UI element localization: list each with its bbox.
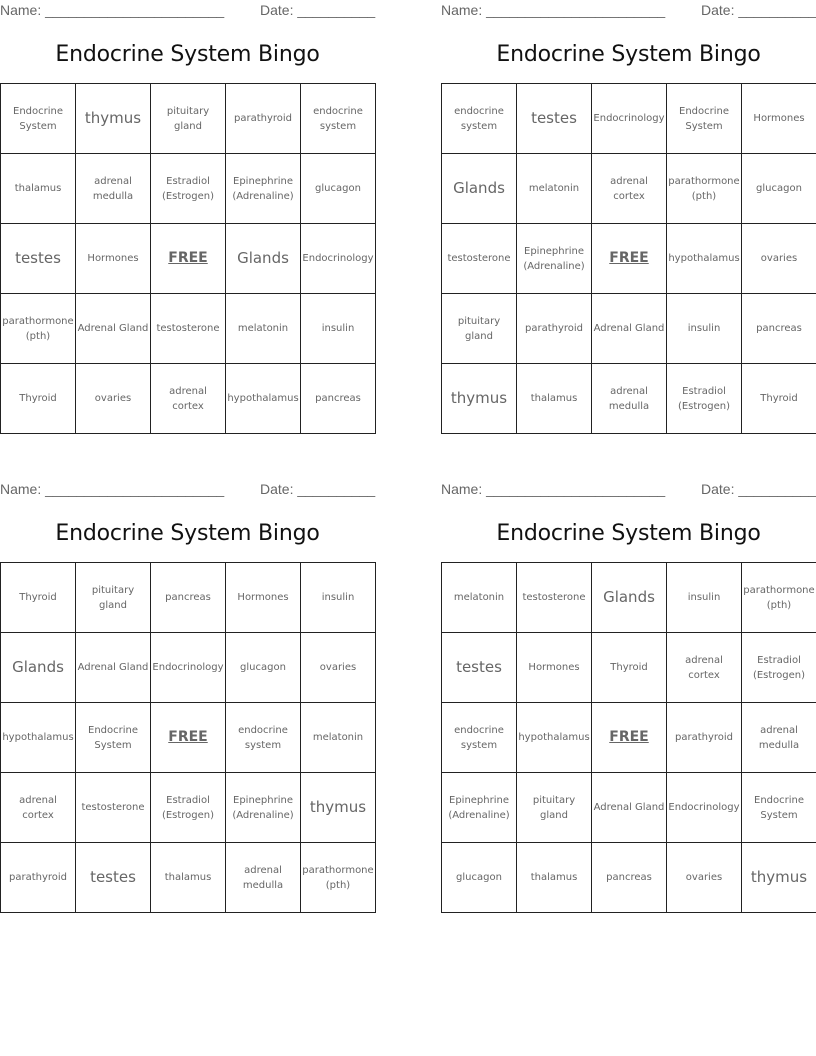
cell-text: melatonin	[312, 732, 364, 743]
cell-text: Glands	[12, 658, 64, 676]
grid-row	[1, 224, 376, 294]
bingo-cell	[742, 703, 816, 773]
cell-text: thymus	[84, 109, 142, 127]
cell-text: Endocrine System	[679, 105, 729, 132]
bingo-cell	[226, 364, 301, 434]
bingo-cell	[667, 294, 742, 364]
bingo-cell	[1, 633, 76, 703]
cell-text: FREE	[609, 250, 649, 266]
grid-row	[442, 563, 816, 633]
cell-text: Glands	[603, 588, 655, 606]
bingo-cell	[517, 563, 592, 633]
cell-text: thalamus	[164, 872, 212, 883]
cell-text: Endocrine System	[13, 105, 63, 132]
cell-text: testosterone	[81, 802, 145, 813]
cell-text: parathyroid	[524, 323, 584, 334]
cell-text: Hormones	[528, 662, 580, 673]
cell-text: parathormone (pth)	[2, 315, 74, 342]
bingo-cell	[442, 294, 517, 364]
cell-text: Hormones	[237, 592, 289, 603]
cell-text: pancreas	[756, 323, 802, 334]
grid-row	[442, 703, 816, 773]
date-field: Date: __________	[701, 481, 816, 497]
bingo-cell	[442, 154, 517, 224]
bingo-cell	[442, 773, 517, 843]
bingo-cell	[667, 154, 742, 224]
cell-text: hypothalamus	[227, 393, 299, 404]
bingo-cell	[592, 843, 667, 913]
bingo-cell	[1, 364, 76, 434]
grid-row	[1, 294, 376, 364]
cell-text: Thyroid	[19, 393, 57, 404]
bingo-cell	[742, 563, 816, 633]
bingo-cell	[517, 773, 592, 843]
cell-text: Thyroid	[760, 393, 798, 404]
name-date-line	[0, 481, 376, 499]
cell-text: adrenal cortex	[169, 385, 207, 412]
cell-text: pituitary gland	[532, 794, 576, 821]
bingo-cell	[517, 224, 592, 294]
grid-row	[1, 364, 376, 434]
cell-text: parathyroid	[8, 872, 68, 883]
bingo-grid	[441, 83, 816, 434]
bingo-cell	[226, 563, 301, 633]
bingo-cell	[226, 84, 301, 154]
cell-text: pituitary gland	[91, 584, 135, 611]
cell-text: adrenal medulla	[758, 724, 800, 751]
bingo-cell	[517, 703, 592, 773]
bingo-cell	[667, 843, 742, 913]
bingo-cell	[442, 364, 517, 434]
grid-row	[1, 773, 376, 843]
free-space	[151, 703, 226, 773]
bingo-cell	[76, 84, 151, 154]
card-title: Endocrine System Bingo	[55, 521, 320, 546]
bingo-card-3	[0, 479, 376, 919]
bingo-cell	[517, 154, 592, 224]
cell-text: FREE	[168, 729, 208, 745]
bingo-grid	[0, 83, 376, 434]
bingo-cell	[742, 224, 816, 294]
name-date-line	[441, 481, 816, 499]
cell-text: hypothalamus	[2, 732, 74, 743]
cell-text: endocrine system	[454, 105, 504, 132]
card-title: Endocrine System Bingo	[496, 42, 761, 67]
bingo-cell	[667, 224, 742, 294]
cell-text: pancreas	[315, 393, 361, 404]
cell-text: Estradiol (Estrogen)	[752, 654, 806, 681]
bingo-cell	[226, 224, 301, 294]
grid-row	[442, 364, 816, 434]
bingo-cell	[1, 563, 76, 633]
cell-text: thymus	[450, 389, 508, 407]
bingo-cell	[226, 773, 301, 843]
bingo-cell	[592, 563, 667, 633]
cell-text: insulin	[687, 592, 721, 603]
cell-text: adrenal medulla	[608, 385, 650, 412]
cell-text: pituitary gland	[457, 315, 501, 342]
cell-text: pituitary gland	[166, 105, 210, 132]
cell-text: testes	[15, 249, 61, 267]
bingo-cell	[301, 633, 376, 703]
cell-text: thalamus	[14, 183, 62, 194]
grid-row	[1, 154, 376, 224]
bingo-card-1	[0, 0, 376, 440]
bingo-cell	[592, 294, 667, 364]
cell-text: Hormones	[753, 113, 805, 124]
bingo-grid	[0, 562, 376, 913]
cell-text: thalamus	[530, 872, 578, 883]
bingo-cell	[226, 843, 301, 913]
cell-text: parathormone (pth)	[668, 175, 740, 202]
cell-text: Adrenal Gland	[77, 662, 149, 673]
bingo-cell	[442, 84, 517, 154]
name-date-line	[441, 2, 816, 20]
bingo-cell	[1, 703, 76, 773]
cell-text: Thyroid	[610, 662, 648, 673]
cell-text: ovaries	[319, 662, 357, 673]
cell-text: hypothalamus	[668, 253, 740, 264]
cell-text: Hormones	[87, 253, 139, 264]
bingo-card-2	[441, 0, 816, 440]
bingo-cell	[301, 364, 376, 434]
cell-text: glucagon	[315, 183, 361, 194]
cell-text: parathormone (pth)	[743, 584, 815, 611]
cell-text: Endocrine System	[754, 794, 804, 821]
cell-text: thalamus	[530, 393, 578, 404]
cell-text: adrenal cortex	[610, 175, 648, 202]
bingo-cell	[76, 364, 151, 434]
cell-text: melatonin	[237, 323, 289, 334]
bingo-cell	[226, 633, 301, 703]
cell-text: testosterone	[447, 253, 511, 264]
bingo-cell	[517, 364, 592, 434]
cell-text: pancreas	[165, 592, 211, 603]
free-space	[592, 703, 667, 773]
cell-text: thymus	[750, 868, 808, 886]
cell-text: insulin	[687, 323, 721, 334]
date-field: Date: __________	[260, 2, 376, 18]
bingo-cell	[1, 84, 76, 154]
bingo-cell	[592, 154, 667, 224]
cell-text: glucagon	[456, 872, 502, 883]
bingo-cell	[667, 773, 742, 843]
cell-text: adrenal cortex	[19, 794, 57, 821]
cell-text: Adrenal Gland	[593, 802, 665, 813]
cell-text: Glands	[453, 179, 505, 197]
cell-text: parathyroid	[674, 732, 734, 743]
bingo-cell	[592, 633, 667, 703]
cell-text: ovaries	[685, 872, 723, 883]
cell-text: FREE	[609, 729, 649, 745]
cell-text: ovaries	[760, 253, 798, 264]
grid-row	[442, 294, 816, 364]
grid-row	[1, 703, 376, 773]
bingo-cell	[742, 773, 816, 843]
bingo-cell	[151, 773, 226, 843]
cell-text: testes	[90, 868, 136, 886]
bingo-cell	[517, 843, 592, 913]
bingo-card-4	[441, 479, 816, 919]
cell-text: Estradiol (Estrogen)	[677, 385, 731, 412]
cell-text: melatonin	[453, 592, 505, 603]
cell-text: endocrine system	[454, 724, 504, 751]
bingo-cell	[76, 154, 151, 224]
cell-text: Epinephrine (Adrenaline)	[232, 175, 294, 202]
card-title: Endocrine System Bingo	[55, 42, 320, 67]
cell-text: glucagon	[756, 183, 802, 194]
bingo-cell	[667, 633, 742, 703]
cell-text: Estradiol (Estrogen)	[161, 175, 215, 202]
bingo-cell	[226, 703, 301, 773]
free-space	[592, 224, 667, 294]
bingo-grid	[441, 562, 816, 913]
cell-text: glucagon	[240, 662, 286, 673]
cell-text: Endocrinology	[302, 253, 374, 264]
bingo-cell	[742, 633, 816, 703]
bingo-cell	[151, 563, 226, 633]
name-field: Name: _______________________	[441, 2, 666, 18]
cell-text: endocrine system	[238, 724, 288, 751]
bingo-cell	[301, 154, 376, 224]
cell-text: Epinephrine (Adrenaline)	[523, 245, 585, 272]
cell-text: testosterone	[156, 323, 220, 334]
bingo-cell	[742, 84, 816, 154]
cell-text: melatonin	[528, 183, 580, 194]
name-date-line	[0, 2, 376, 20]
bingo-cell	[76, 563, 151, 633]
name-field: Name: _______________________	[0, 481, 225, 497]
bingo-cell	[301, 703, 376, 773]
cell-text: ovaries	[94, 393, 132, 404]
bingo-cell	[151, 843, 226, 913]
bingo-cell	[301, 294, 376, 364]
date-field: Date: __________	[260, 481, 376, 497]
cell-text: Endocrinology	[593, 113, 665, 124]
bingo-cell	[151, 154, 226, 224]
cell-text: parathyroid	[233, 113, 293, 124]
free-space	[151, 224, 226, 294]
cell-text: thymus	[309, 798, 367, 816]
grid-row	[1, 843, 376, 913]
cell-text: adrenal medulla	[242, 864, 284, 891]
grid-row	[442, 633, 816, 703]
grid-row	[442, 84, 816, 154]
cell-text: testosterone	[522, 592, 586, 603]
bingo-cell	[742, 843, 816, 913]
bingo-cell	[442, 224, 517, 294]
cell-text: Estradiol (Estrogen)	[161, 794, 215, 821]
bingo-cell	[1, 154, 76, 224]
bingo-cell	[742, 364, 816, 434]
bingo-cell	[442, 633, 517, 703]
bingo-cell	[226, 294, 301, 364]
cell-text: Adrenal Gland	[77, 323, 149, 334]
bingo-cell	[151, 364, 226, 434]
cell-text: Endocrinology	[668, 802, 740, 813]
cell-text: Endocrinology	[152, 662, 224, 673]
bingo-cell	[301, 773, 376, 843]
bingo-cell	[301, 84, 376, 154]
cell-text: parathormone (pth)	[302, 864, 374, 891]
bingo-cell	[517, 633, 592, 703]
bingo-cell	[76, 224, 151, 294]
bingo-cell	[151, 633, 226, 703]
bingo-cell	[76, 773, 151, 843]
cell-text: Endocrine System	[88, 724, 138, 751]
bingo-cell	[76, 843, 151, 913]
bingo-cell	[667, 563, 742, 633]
bingo-cell	[301, 843, 376, 913]
bingo-cell	[1, 843, 76, 913]
bingo-cell	[1, 294, 76, 364]
grid-row	[442, 154, 816, 224]
bingo-cell	[517, 294, 592, 364]
bingo-cell	[592, 773, 667, 843]
cell-text: insulin	[321, 323, 355, 334]
grid-row	[442, 773, 816, 843]
bingo-cell	[442, 563, 517, 633]
bingo-cell	[592, 364, 667, 434]
name-field: Name: _______________________	[0, 2, 225, 18]
grid-row	[1, 84, 376, 154]
bingo-cell	[301, 224, 376, 294]
cell-text: hypothalamus	[518, 732, 590, 743]
cell-text: testes	[531, 109, 577, 127]
cell-text: Adrenal Gland	[593, 323, 665, 334]
bingo-cell	[667, 703, 742, 773]
bingo-cell	[667, 84, 742, 154]
cell-text: adrenal medulla	[92, 175, 134, 202]
bingo-cell	[301, 563, 376, 633]
bingo-cell	[226, 154, 301, 224]
name-field: Name: _______________________	[441, 481, 666, 497]
date-field: Date: __________	[701, 2, 816, 18]
bingo-cell	[667, 364, 742, 434]
bingo-cell	[76, 633, 151, 703]
bingo-cell	[742, 154, 816, 224]
bingo-cell	[76, 294, 151, 364]
cell-text: endocrine system	[313, 105, 363, 132]
grid-row	[442, 843, 816, 913]
bingo-cell	[442, 703, 517, 773]
cell-text: Epinephrine (Adrenaline)	[232, 794, 294, 821]
grid-row	[442, 224, 816, 294]
cell-text: Thyroid	[19, 592, 57, 603]
cell-text: Glands	[237, 249, 289, 267]
card-title: Endocrine System Bingo	[496, 521, 761, 546]
bingo-cell	[442, 843, 517, 913]
cell-text: adrenal cortex	[685, 654, 723, 681]
bingo-cell	[517, 84, 592, 154]
cell-text: FREE	[168, 250, 208, 266]
bingo-cell	[742, 294, 816, 364]
bingo-cell	[76, 703, 151, 773]
cell-text: testes	[456, 658, 502, 676]
bingo-cell	[151, 294, 226, 364]
bingo-cell	[592, 84, 667, 154]
bingo-cell	[1, 224, 76, 294]
grid-row	[1, 563, 376, 633]
cell-text: insulin	[321, 592, 355, 603]
bingo-cell	[151, 84, 226, 154]
cell-text: Epinephrine (Adrenaline)	[448, 794, 510, 821]
bingo-cell	[1, 773, 76, 843]
cell-text: pancreas	[606, 872, 652, 883]
grid-row	[1, 633, 376, 703]
